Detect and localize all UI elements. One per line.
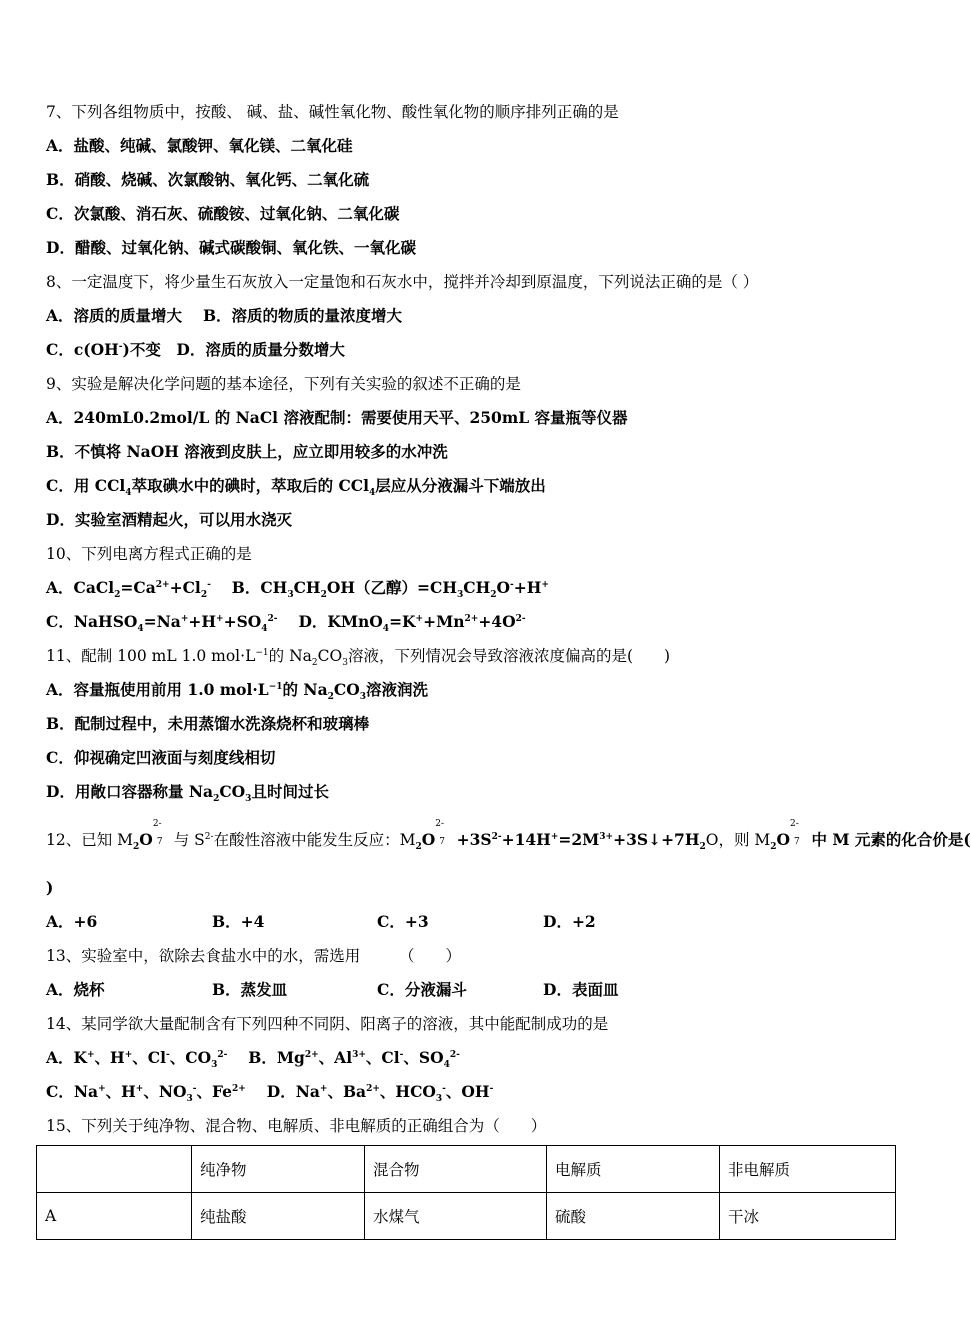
q15-stem: 15、下列关于纯净物、混合物、电解质、非电解质的正确组合为（ ） (46, 1117, 547, 1135)
q14-option-c: C．Na+、H+、$NO_3^-$、$Fe^{2+}$ (46, 1082, 246, 1105)
q12-option-b: B．+4 (212, 912, 265, 931)
table-cell: 纯盐酸 (192, 1193, 365, 1240)
q10-options-cd (46, 612, 926, 635)
q8-stem: 8、一定温度下，将少量生石灰放入一定量饱和石灰水中，搅拌并冷却到原温度，下列说法正确的是（ ） (46, 273, 759, 291)
q8-option-a: A．溶质的质量增大 (46, 306, 183, 325)
table-header-cell: 混合物 (365, 1146, 547, 1193)
q10-option-b: B．$CH_3CH_2OH$（乙醇）$=CH_3CH_2O^-+H^+$ (231, 578, 549, 601)
q12-stem-close: ) (46, 878, 54, 897)
q13-option-c: C．分液漏斗 (377, 980, 467, 999)
q12-stem: 12、已知 $M_2O$ 2- 7 与 $S^{2-}$在酸性溶液中能发生反应：$M_2O$ 2- 7 $+3S^{2-}+14H^+=2M^{3+}+3S↓+7H_2O$，则 $M_2O$ 2- 7 中 M 元素的化合价是( (46, 819, 971, 853)
q7-option-b: B．硝酸、烧碱、次氯酸钠、氧化钙、二氧化硫 (46, 170, 370, 189)
q11-option-d: D．用敞口容器称量 $Na_2CO_3$且时间过长 (46, 782, 329, 805)
q8-option-c: C．c(OH-)不变 (46, 340, 161, 359)
q11-option-a: A．容量瓶使用前用 1.0 $mol\cdot L^{-1}$的 $Na_2CO_3$溶液润洗 (46, 680, 429, 703)
q9-option-d: D．实验室酒精起火，可以用水浇灭 (46, 510, 292, 529)
q8-options-cd (46, 340, 926, 360)
table-cell: 干冰 (720, 1193, 896, 1240)
q13-option-d: D．表面皿 (543, 980, 619, 999)
q7-option-c: C．次氯酸、消石灰、硫酸铵、过氧化钠、二氧化碳 (46, 204, 400, 223)
q12-option-c: C．+3 (377, 912, 429, 931)
q14-options-ab (46, 1048, 926, 1071)
q13-stem: 13、实验室中，欲除去食盐水中的水，需选用 （ ） (46, 947, 461, 965)
q14-option-d: D．Na+、$Ba^{2+}$、$HCO_3^-$、OH- (266, 1082, 494, 1105)
table-header-cell: 纯净物 (192, 1146, 365, 1193)
q10-option-a: A．$CaCl_2=Ca^{2+}+Cl_2^-$ (46, 578, 211, 601)
q12-option-a: A．+6 (46, 912, 98, 931)
q12-charge-1: 2- 7 (152, 819, 163, 847)
table-row (37, 1193, 896, 1240)
q12-charge-3: 2- 7 (790, 819, 800, 847)
q7-option-a: A．盐酸、纯碱、氯酸钾、氧化镁、二氧化硅 (46, 136, 353, 155)
q7-stem: 7、下列各组物质中，按酸、 碱、盐、碱性氧化物、酸性氧化物的顺序排列正确的是 (46, 103, 619, 121)
table-header-row (37, 1146, 896, 1193)
q14-stem: 14、某同学欲大量配制含有下列四种不同阴、阳离子的溶液，其中能配制成功的是 (46, 1015, 609, 1033)
q10-options-ab (46, 578, 926, 601)
q12-option-d: D．+2 (543, 912, 596, 931)
table-header-cell (37, 1146, 192, 1193)
table-cell: A (37, 1193, 192, 1240)
q10-option-c: C．$NaHSO_4=Na^++H^++SO_4^{2-}$ (46, 612, 278, 635)
table-cell: 水煤气 (365, 1193, 547, 1240)
q9-stem: 9、实验是解决化学问题的基本途径，下列有关实验的叙述不正确的是 (46, 375, 521, 393)
q10-option-d: D．$KMnO_4=K^++Mn^{2+}+4O^{2-}$ (298, 612, 526, 635)
q13-option-b: B．蒸发皿 (212, 980, 288, 999)
q11-option-b: B．配制过程中，未用蒸馏水洗涤烧杯和玻璃棒 (46, 714, 370, 733)
q15-table (36, 1145, 896, 1240)
q12-charge-2: 2- 7 (435, 819, 445, 847)
q11-option-c: C．仰视确定凹液面与刻度线相切 (46, 748, 276, 767)
q14-option-a: A．K+、H+、Cl-、$CO_3^{2-}$ (46, 1048, 228, 1071)
table-header-cell: 电解质 (547, 1146, 720, 1193)
q13-option-a: A．烧杯 (46, 980, 105, 999)
q9-option-b: B．不慎将 NaOH 溶液到皮肤上，应立即用较多的水冲洗 (46, 442, 448, 461)
q10-stem: 10、下列电离方程式正确的是 (46, 545, 252, 563)
q7-option-d: D．醋酸、过氧化钠、碱式碳酸铜、氧化铁、一氧化碳 (46, 238, 416, 257)
q14-option-b: B．$Mg^{2+}$、$Al^{3+}$、Cl-、$SO_4^{2-}$ (248, 1048, 460, 1071)
q9-option-c: C．用 CCl$_4$萃取碘水中的碘时，萃取后的 CCl$_4$层应从分液漏斗下端放出 (46, 476, 546, 499)
table-header-cell: 非电解质 (720, 1146, 896, 1193)
q8-option-b: B．溶质的物质的量浓度增大 (202, 306, 403, 325)
q8-option-d: D．溶质的质量分数增大 (176, 340, 345, 359)
q8-options-ab (46, 306, 926, 326)
q9-option-a: A．240mL0.2mol/L 的 NaCl 溶液配制：需要使用天平、250mL 容量瓶等仪器 (46, 408, 628, 427)
q11-stem: 11、配制 100 mL 1.0 $mol\cdot L^{-1}$的 $Na_2CO_3$溶液，下列情况会导致溶液浓度偏高的是( ) (46, 647, 671, 669)
table-cell: 硫酸 (547, 1193, 720, 1240)
q14-options-cd (46, 1082, 926, 1105)
